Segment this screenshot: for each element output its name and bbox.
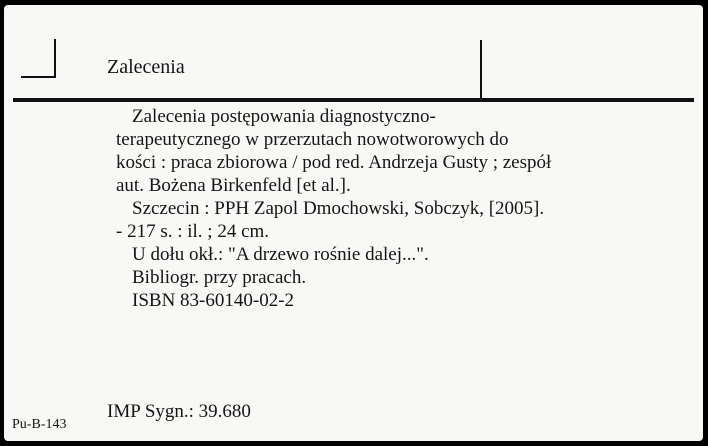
horizontal-rule — [13, 98, 694, 102]
catalog-card — [4, 5, 703, 441]
corner-mark-vertical — [54, 39, 56, 78]
physical-description-line: - 217 s. : il. ; 24 cm. — [116, 221, 270, 242]
description-line: aut. Bożena Birkenfeld [et al.]. — [116, 175, 351, 196]
description-line: Zalecenia postępowania diagnostyczno- — [132, 106, 436, 127]
isbn-line: ISBN 83-60140-02-2 — [132, 290, 295, 311]
description-line: terapeutycznego w przerzutach nowotworowych do — [116, 129, 509, 150]
note-line: U dołu okł.: "A drzewo rośnie dalej...". — [132, 244, 429, 265]
publication-line: Szczecin : PPH Zapol Dmochowski, Sobczyk, [2005]. — [132, 198, 545, 219]
note-line: Bibliogr. przy pracach. — [132, 267, 307, 288]
catalog-code: Pu-B-143 — [12, 417, 67, 432]
corner-mark-horizontal — [21, 76, 56, 78]
card-heading: Zalecenia — [107, 56, 185, 78]
description-line: kości : praca zbiorowa / pod red. Andrzeja Gusty ; zespół — [116, 152, 552, 173]
heading-divider — [480, 40, 482, 99]
bibliographic-description — [116, 105, 686, 312]
call-number: IMP Sygn.: 39.680 — [107, 401, 251, 422]
